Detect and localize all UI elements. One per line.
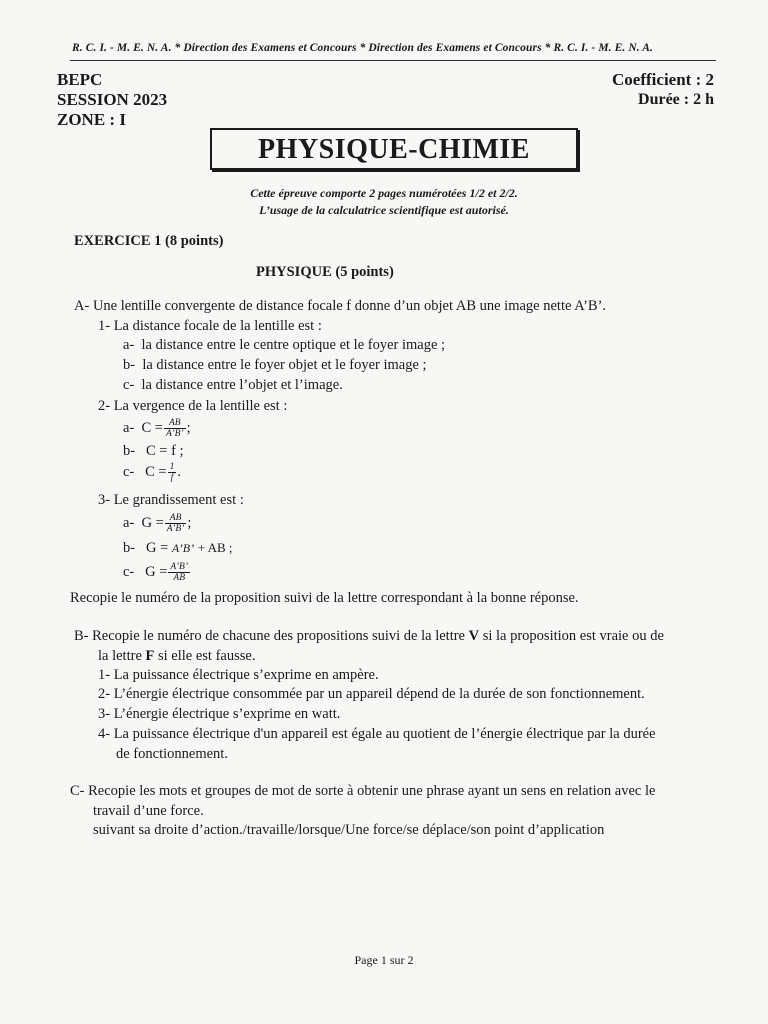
- option-letter: b-: [123, 443, 136, 459]
- option-text: la distance entre le foyer objet et le foyer image ;: [142, 357, 427, 373]
- formula-rest: + AB ;: [197, 540, 233, 555]
- part-b-item-3: 3- L’énergie électrique s’exprime en watt.: [98, 706, 341, 722]
- part-c-letter: C-: [70, 783, 85, 799]
- option-letter: c-: [123, 377, 135, 393]
- true-letter: V: [468, 628, 480, 644]
- part-b-letter: B-: [74, 628, 89, 644]
- part-b-item-4-continuation: de fonctionnement.: [116, 746, 228, 762]
- page-count-note: Cette épreuve comporte 2 pages numérotées 1/2 et 2/2.: [250, 186, 518, 200]
- option-letter: c-: [123, 463, 135, 480]
- question-1-option-c: [123, 377, 343, 394]
- part-b-intro-line-1: [74, 628, 664, 645]
- question-1-option-a: [123, 337, 445, 354]
- exercise-title: EXERCICE 1 (8 points): [74, 233, 224, 249]
- option-letter: a-: [123, 419, 135, 436]
- question-2-label: 2- La vergence de la lentille est :: [98, 398, 288, 414]
- part-c-intro-line-1: [70, 783, 655, 800]
- subject-title-box: [210, 128, 578, 170]
- part-a-intro: Une lentille convergente de distance focale f donne d’un objet AB une image nette A’B’.: [92, 298, 607, 314]
- header-rule: [70, 60, 716, 61]
- question-3-label: 3- Le grandissement est :: [98, 492, 244, 508]
- question-2-option-c: [123, 462, 181, 483]
- option-letter: a-: [123, 337, 135, 353]
- calculator-note: L’usage de la calculatrice scientifique est autorisé.: [259, 203, 509, 217]
- option-letter: b-: [123, 540, 136, 556]
- part-b-intro-text: si la proposition est vraie ou de: [479, 628, 664, 644]
- fraction-numerator: AB: [164, 418, 186, 429]
- fraction-denominator: f: [170, 473, 174, 483]
- fraction-denominator: A’B’: [166, 429, 184, 439]
- formula-term: A’B’: [171, 541, 195, 555]
- fraction: [168, 562, 190, 583]
- formula-end: ;: [186, 419, 191, 436]
- option-letter: c-: [123, 563, 135, 580]
- section-title: PHYSIQUE (5 points): [256, 264, 394, 280]
- fraction-numerator: AB: [165, 513, 187, 524]
- duration: Durée : 2 h: [638, 91, 714, 108]
- formula-end: ;: [187, 514, 192, 531]
- option-letter: a-: [123, 514, 135, 531]
- formula-end: .: [177, 463, 181, 480]
- part-c-intro-text: Recopie les mots et groupes de mot de sorte à obtenir une phrase ayant un sens en relation avec le: [88, 783, 656, 799]
- question-2-option-b: [123, 443, 184, 460]
- coefficient: Coefficient : 2: [612, 70, 714, 89]
- part-b-item-1: 1- La puissance électrique s’exprime en ampère.: [98, 667, 379, 683]
- formula-lhs: C =: [141, 419, 163, 436]
- part-b-intro-text: si elle est fausse.: [154, 648, 256, 664]
- option-letter: b-: [123, 357, 136, 373]
- formula-lhs: G =: [141, 514, 164, 531]
- question-2-option-a: [123, 418, 191, 439]
- question-1-label: 1- La distance focale de la lentille est :: [98, 318, 322, 334]
- exam-session: SESSION 2023: [57, 90, 168, 109]
- part-b-intro-text: Recopie le numéro de chacune des propositions suivi de la lettre: [92, 628, 469, 644]
- institution-header-line: R. C. I. - M. E. N. A. * Direction des Examens et Concours * Direction des Examens et Concours * R. C. I. - M. E. N. A.: [72, 42, 653, 54]
- exam-name: BEPC: [57, 70, 103, 89]
- fraction-numerator: 1: [169, 462, 175, 472]
- option-text: la distance entre le centre optique et le foyer image ;: [141, 337, 446, 353]
- question-1-option-b: [123, 357, 427, 374]
- part-b-intro-line-2: [98, 648, 255, 665]
- part-b-item-2: 2- L’énergie électrique consommée par un appareil dépend de la durée de son fonctionnement.: [98, 686, 645, 702]
- question-3-option-b: [123, 540, 233, 557]
- question-3-option-c: [123, 562, 191, 583]
- formula-lhs: C =: [145, 463, 167, 480]
- formula-lhs: G =: [145, 563, 168, 580]
- part-a-instruction: Recopie le numéro de la proposition suivi de la lettre correspondant à la bonne réponse.: [70, 590, 579, 606]
- option-text: la distance entre l’objet et l’image.: [141, 377, 343, 393]
- formula-lhs: G =: [145, 540, 169, 556]
- part-b-intro-text: la lettre: [98, 648, 146, 664]
- part-c-words: suivant sa droite d’action./travaille/lorsque/Une force/se déplace/son point d’application: [93, 822, 605, 838]
- exam-zone: ZONE : I: [57, 110, 126, 129]
- fraction: [164, 418, 186, 439]
- fraction: [168, 462, 177, 483]
- fraction-denominator: AB: [173, 573, 186, 583]
- part-b-item-4: 4- La puissance électrique d'un appareil est égale au quotient de l’énergie électrique par la durée: [98, 726, 656, 742]
- subject-title: PHYSIQUE-CHIMIE: [258, 134, 530, 165]
- fraction-denominator: A’B’: [166, 524, 185, 534]
- fraction: [165, 513, 187, 534]
- formula: C = f ;: [145, 443, 184, 459]
- part-a: [74, 298, 606, 315]
- part-a-letter: A-: [74, 298, 90, 314]
- false-letter: F: [145, 648, 155, 664]
- page-number: Page 1 sur 2: [354, 953, 414, 967]
- fraction-numerator: A’B’: [170, 562, 189, 572]
- part-c-intro-line-2: travail d’une force.: [93, 803, 204, 819]
- question-3-option-a: [123, 513, 191, 534]
